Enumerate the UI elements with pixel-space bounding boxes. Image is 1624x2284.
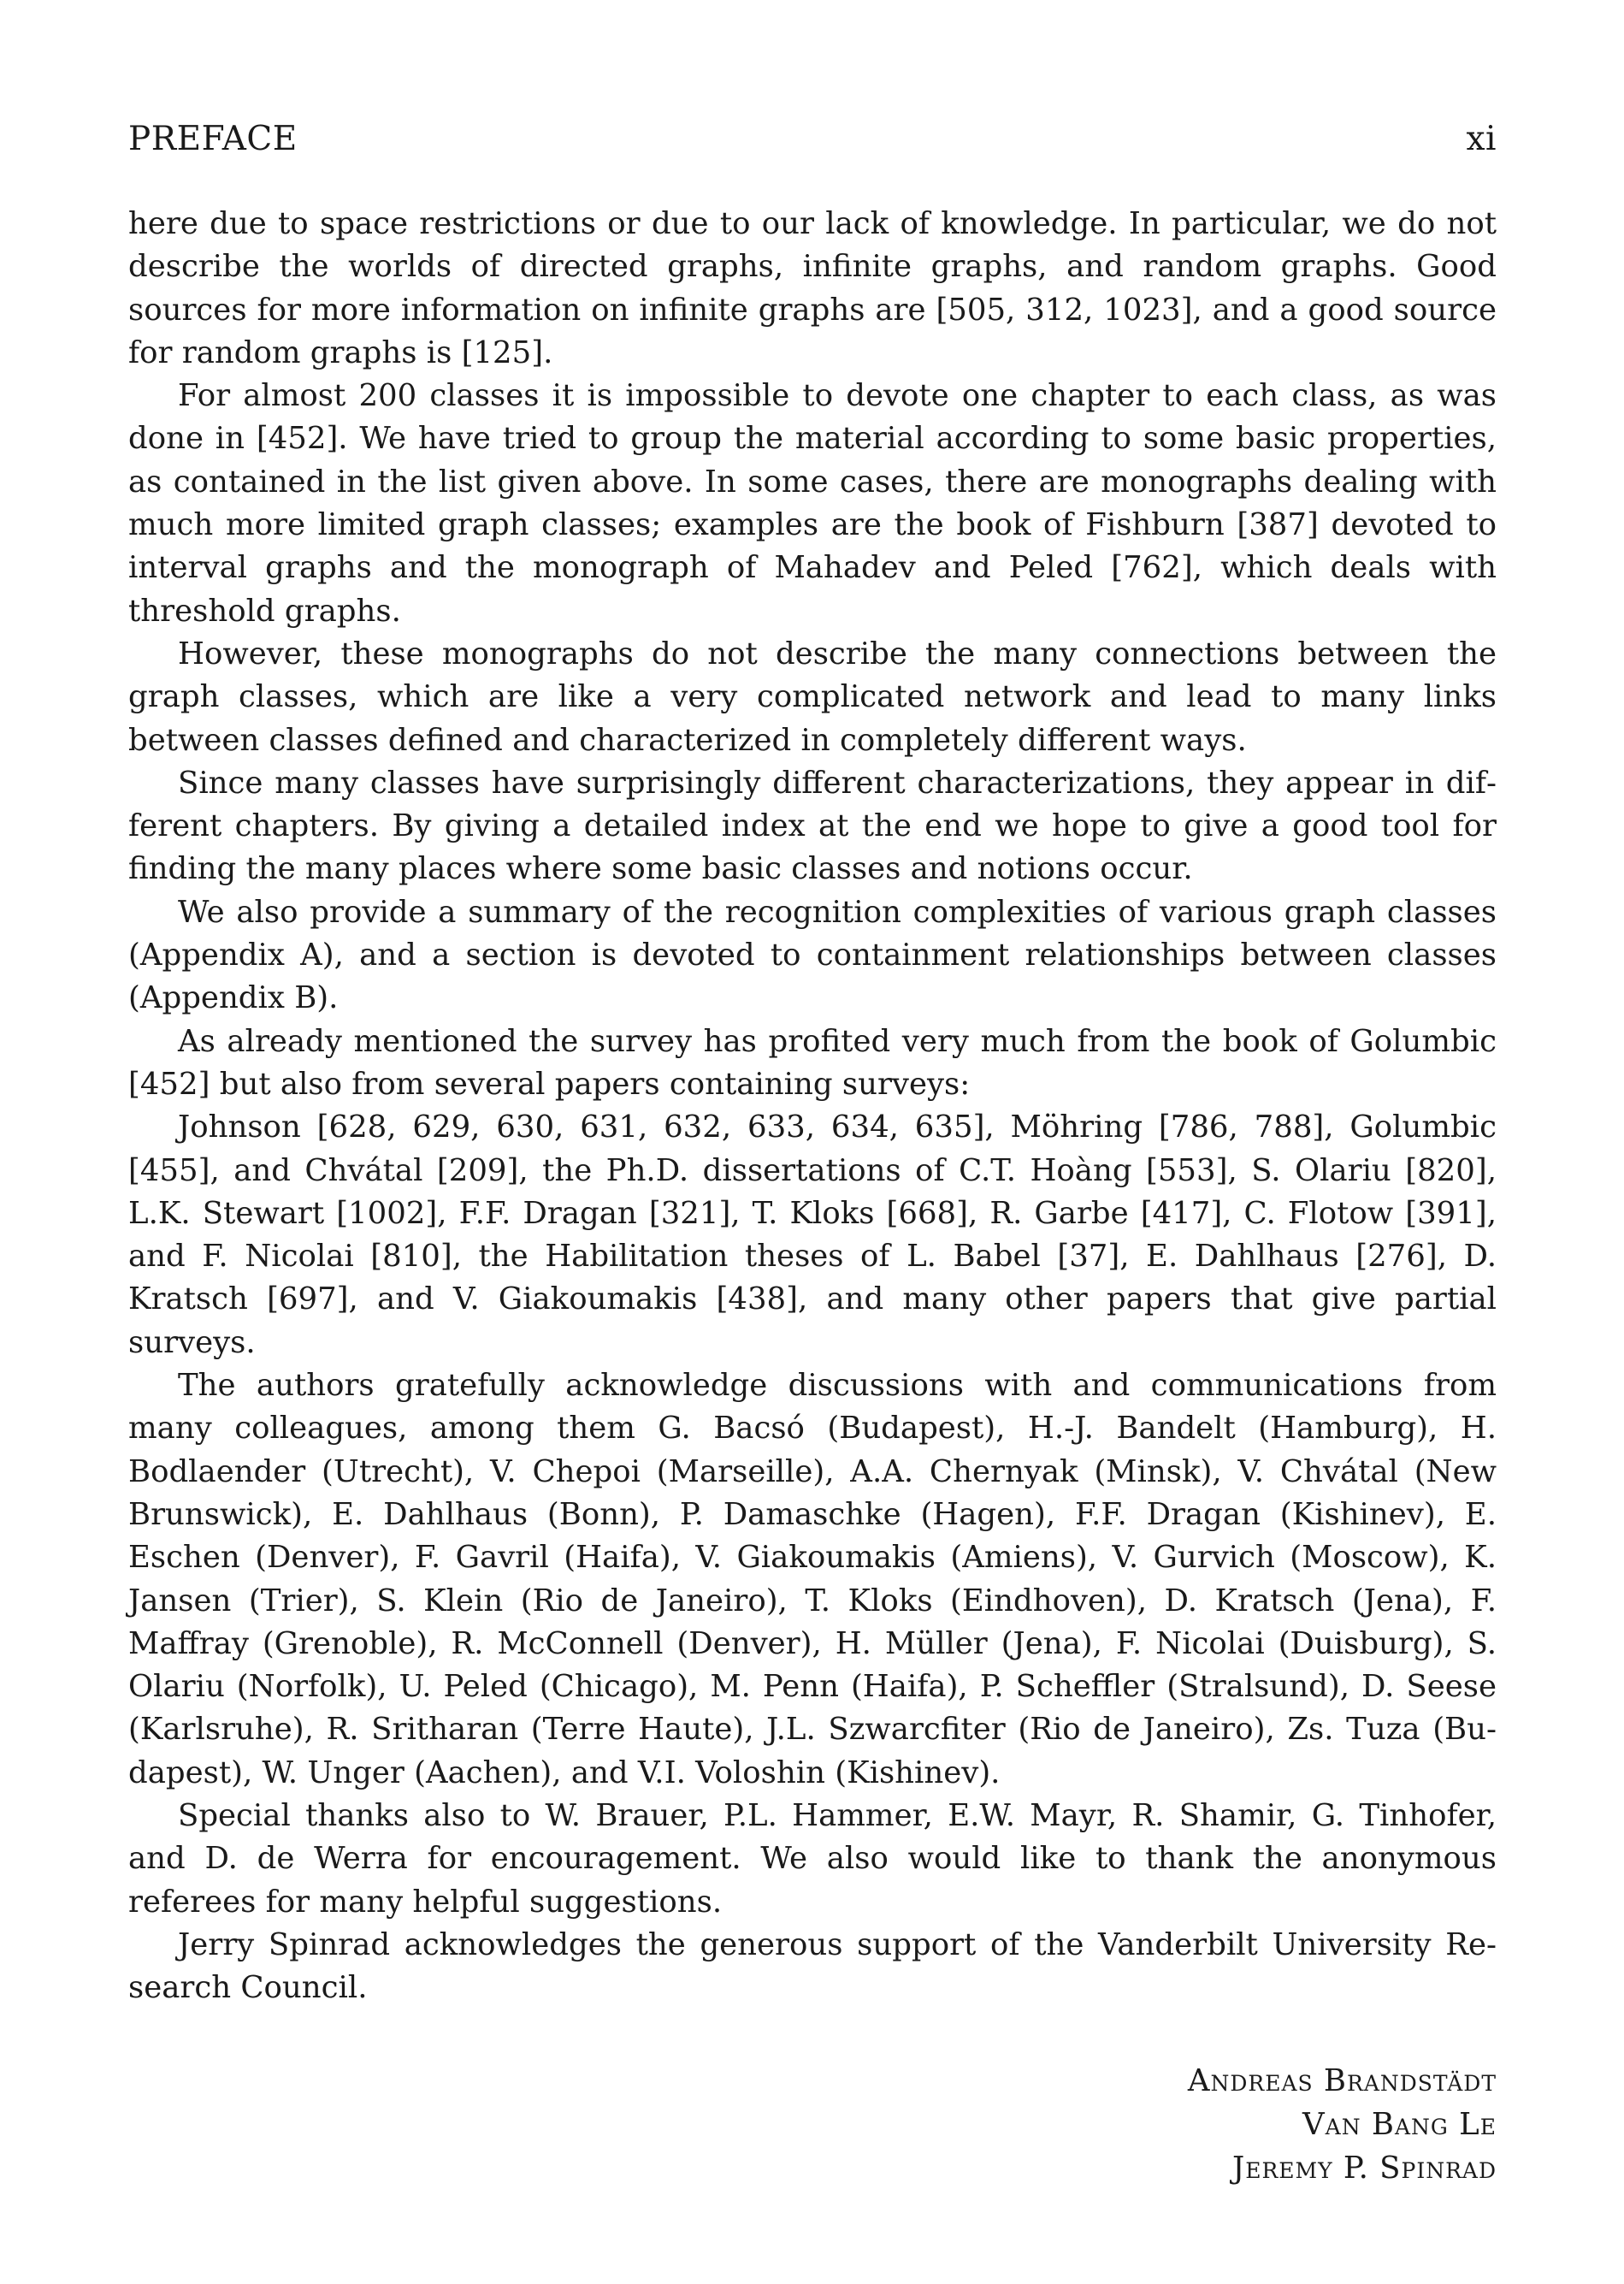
body-text bbox=[128, 203, 1497, 2009]
running-head bbox=[128, 120, 1497, 158]
paragraph: As already mentioned the survey has profited very much from the book of Golumbic [452] but also from several papers containing surveys: bbox=[128, 1023, 1497, 1102]
paragraph: Since many classes have surprisingly different characterizations, they appear in different chapters. By giving a detailed index at the end we hope to give a good tool for finding the many places where some basic classes and notions occur. bbox=[128, 765, 1497, 887]
paragraph: However, these monographs do not describe the many connections between the graph classes, which are like a very complicated network and lead to many links between classes defined and characterized in completely different ways. bbox=[128, 636, 1497, 758]
paragraph: here due to space restrictions or due to our lack of knowledge. In particular, we do not describe the worlds of directed graphs, infinite graphs, and random graphs. Good sources for more information on infinite graphs are [505, 312, 1023], and a good source for random graphs is [125]. bbox=[128, 206, 1497, 370]
page-number: xi bbox=[1466, 120, 1497, 158]
paragraph: For almost 200 classes it is impossible to devote one chapter to each class, as was done in [452]. We have tried to group the material according to some basic properties, as contained in the list given above. In some cases, there are monographs dealing with much more limited graph classes; examples are the book of Fishburn [387] devoted to interval graphs and the monograph of Mahadev and Peled [762], which deals with threshold graphs. bbox=[128, 378, 1497, 629]
paragraph: Jerry Spinrad acknowledges the generous support of the Vanderbilt University Research Council. bbox=[128, 1926, 1497, 2006]
document-page bbox=[128, 120, 1497, 2190]
chapter-title: PREFACE bbox=[128, 120, 298, 158]
author-name: Andreas Brandstädt bbox=[1187, 2063, 1497, 2099]
author-name: Jeremy P. Spinrad bbox=[1231, 2151, 1497, 2186]
paragraph: Special thanks also to W. Brauer, P.L. Hammer, E.W. Mayr, R. Shamir, G. Tinhofer, and D. de Werra for encouragement. We also would like to thank the anonymous referees for many helpful suggestions. bbox=[128, 1797, 1497, 1920]
author-signatures bbox=[128, 2059, 1497, 2190]
author-name: Van Bang Le bbox=[1302, 2107, 1497, 2143]
paragraph: Johnson [628, 629, 630, 631, 632, 633, 634, 635], Möhring [786, 788], Golumbic [455], and Chvátal [209], the Ph.D. dissertations of C.T. Hoàng [553], S. Olariu [820], L.K. Stewart [1002], F.F. Dragan [321], T. Kloks [668], R. Garbe [417], C. Flotow [391], and F. Nicolai [810], the Habilitation theses of L. Babel [37], E. Dahlhaus [276], D. Kratsch [697], and V. Giakoumakis [438], and many other papers that give partial surveys. bbox=[128, 1109, 1497, 1360]
paragraph: The authors gratefully acknowledge discussions with and communications from many colleagues, among them G. Bacsó (Budapest), H.-J. Bandelt (Hamburg), H. Bodlaender (Utrecht), V. Chepoi (Marseille), A.A. Chernyak (Minsk), V. Chvátal (New Brunswick), E. Dahlhaus (Bonn), P. Damaschke (Hagen), F.F. Dragan (Kishinev), E. Eschen (Denver), F. Gavril (Haifa), V. Giakoumakis (Amiens), V. Gurvich (Moscow), K. Jansen (Trier), S. Klein (Rio de Janeiro), T. Kloks (Eindhoven), D. Kratsch (Jena), F. Maffray (Grenoble), R. McConnell (Denver), H. Müller (Jena), F. Nicolai (Duisburg), S. Olariu (Norfolk), U. Peled (Chicago), M. Penn (Haifa), P. Scheffler (Stralsund), D. Seese (Karlsruhe), R. Sritharan (Terre Haute), J.L. Szwarcfiter (Rio de Janeiro), Zs. Tuza (Budapest), W. Unger (Aachen), and V.I. Voloshin (Kishinev). bbox=[128, 1368, 1497, 1790]
paragraph: We also provide a summary of the recognition complexities of various graph classes (Appendix A), and a section is devoted to containment relationships between classes (Appendix B). bbox=[128, 894, 1497, 1016]
